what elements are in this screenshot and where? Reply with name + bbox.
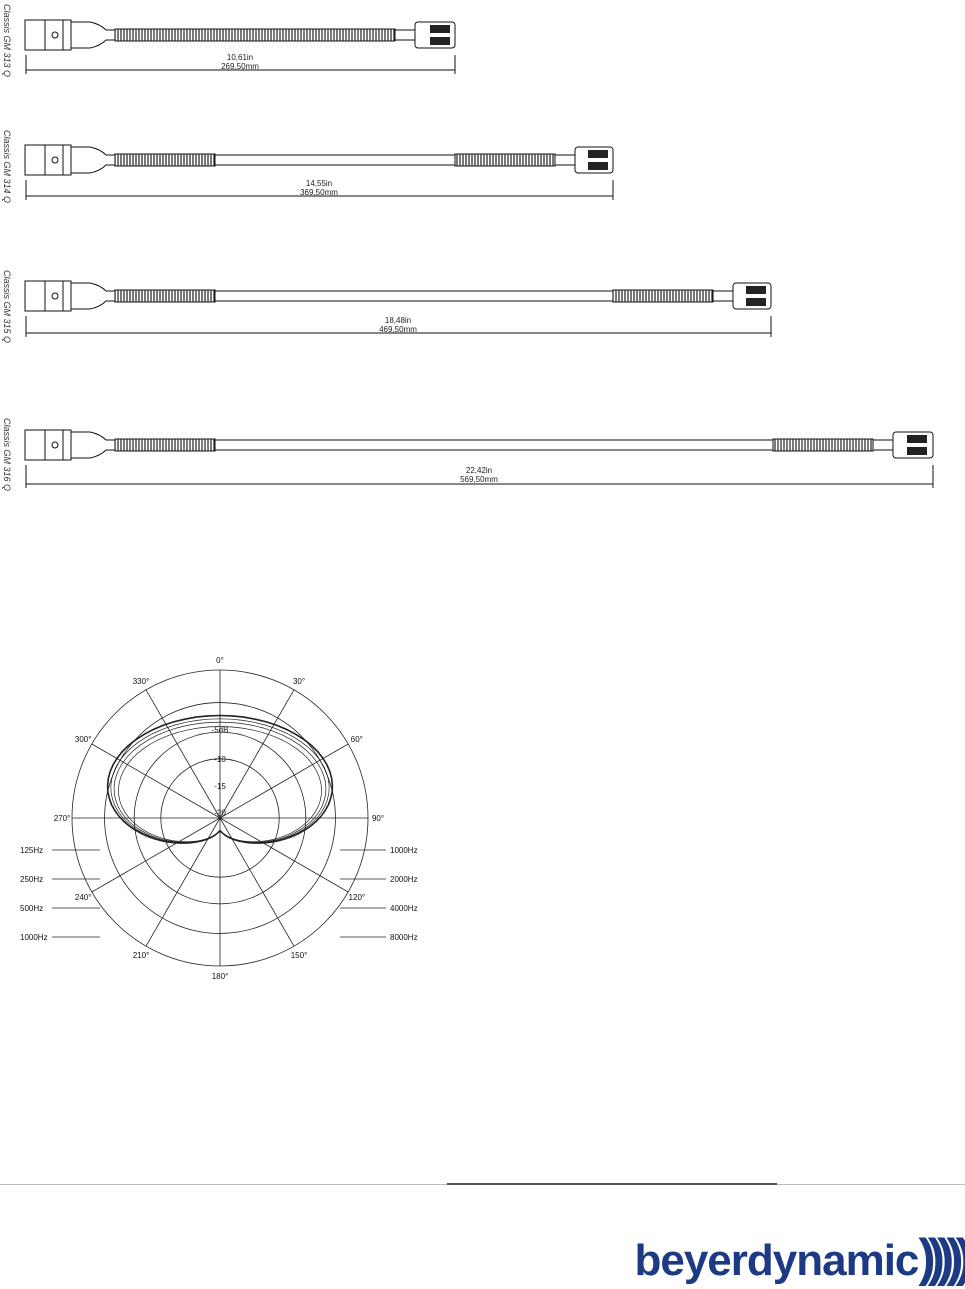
angle-label: 180°: [211, 972, 229, 980]
freq-label-left: 500Hz: [20, 904, 44, 913]
freq-label-left: 250Hz: [20, 875, 44, 884]
model-label-313: Classis GM 313 Q: [2, 4, 12, 78]
angle-label: 300°: [74, 735, 92, 744]
freq-label-right: 4000Hz: [390, 904, 418, 913]
db-label: -5dB: [211, 725, 229, 735]
freq-label-right: 8000Hz: [390, 933, 418, 942]
db-label: -20: [214, 808, 226, 818]
angle-label: 30°: [292, 677, 306, 687]
brand-name: beyerdynamic: [634, 1236, 919, 1285]
freq-label-left: 1000Hz: [20, 933, 48, 942]
dim-316: 22,42in 569,50mm: [460, 466, 498, 484]
model-label-314: Classis GM 314 Q: [2, 130, 12, 204]
dim-315: 18,48in 469,50mm: [379, 316, 417, 334]
angle-label: 270°: [53, 814, 71, 823]
freq-label-right: 1000Hz: [390, 846, 418, 855]
angle-label: 120°: [348, 893, 366, 902]
gooseneck-drawings: [0, 0, 965, 500]
freq-label-right: 2000Hz: [390, 875, 418, 884]
model-label-315: Classis GM 315 Q: [2, 270, 12, 344]
footer-divider-accent: [447, 1183, 777, 1185]
dim-313: 10,61in 269,50mm: [221, 53, 259, 71]
angle-label: 210°: [132, 950, 150, 960]
polar-pattern-chart: [0, 650, 440, 980]
db-label: -10: [214, 755, 226, 765]
angle-label: 240°: [74, 893, 92, 902]
angle-label: 90°: [371, 814, 385, 823]
brand-waves: ))))): [918, 1229, 965, 1287]
brand-logo: [634, 1228, 965, 1288]
angle-label: 0°: [216, 656, 224, 665]
freq-label-left: 125Hz: [20, 846, 44, 855]
dim-314: 14,55in 369,50mm: [300, 179, 338, 197]
angle-label: 330°: [132, 677, 150, 687]
angle-label: 60°: [350, 735, 363, 744]
angle-label: 150°: [290, 950, 308, 960]
db-label: -15: [214, 781, 226, 791]
model-label-316: Classis GM 316 Q: [2, 418, 12, 492]
